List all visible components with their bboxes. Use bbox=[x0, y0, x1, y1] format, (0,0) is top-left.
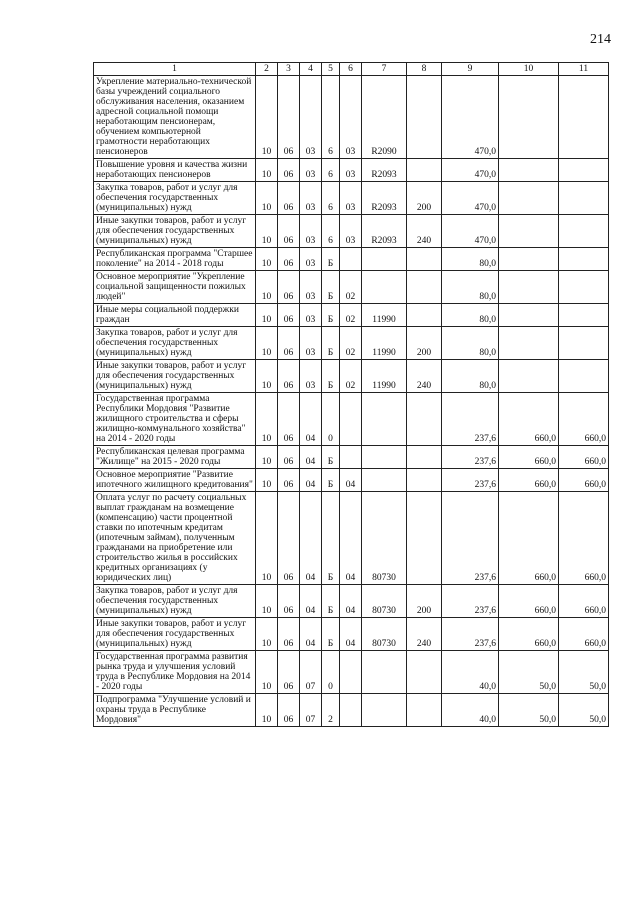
code-subprogram: 6 bbox=[322, 215, 340, 248]
code-expense-type bbox=[407, 492, 442, 585]
row-description: Республиканская программа "Старшее поколение" на 2014 - 2018 годы bbox=[94, 248, 256, 271]
code-direction bbox=[362, 393, 407, 446]
code-program: 03 bbox=[300, 76, 322, 159]
code-subprogram: Б bbox=[322, 618, 340, 651]
amount-col-9: 80,0 bbox=[442, 327, 499, 360]
code-program: 03 bbox=[300, 159, 322, 182]
code-program: 03 bbox=[300, 182, 322, 215]
code-event: 03 bbox=[340, 76, 362, 159]
table-body bbox=[94, 76, 609, 727]
code-expense-type bbox=[407, 393, 442, 446]
code-event bbox=[340, 393, 362, 446]
column-header-10: 10 bbox=[499, 63, 559, 76]
table-row bbox=[94, 469, 609, 492]
code-expense-type bbox=[407, 76, 442, 159]
row-description: Оплата услуг по расчету социальных выплат гражданам на возмещение (компенсацию) части процентной ставки по ипотечным кредитам (ипотечным займам), полученным гражданами на приобретение или строительство жилья в российских кредитных организациях (у юридических лиц) bbox=[94, 492, 256, 585]
code-subsection: 06 bbox=[278, 76, 300, 159]
amount-col-10 bbox=[499, 182, 559, 215]
code-direction: 11990 bbox=[362, 360, 407, 393]
code-event: 04 bbox=[340, 618, 362, 651]
code-event: 03 bbox=[340, 182, 362, 215]
code-subsection: 06 bbox=[278, 248, 300, 271]
code-program: 04 bbox=[300, 585, 322, 618]
amount-col-10 bbox=[499, 360, 559, 393]
column-header-2: 2 bbox=[256, 63, 278, 76]
code-direction bbox=[362, 446, 407, 469]
code-program: 03 bbox=[300, 215, 322, 248]
code-event bbox=[340, 446, 362, 469]
row-description: Закупка товаров, работ и услуг для обеспечения государственных (муниципальных) нужд bbox=[94, 327, 256, 360]
amount-col-9: 80,0 bbox=[442, 304, 499, 327]
column-header-8: 8 bbox=[407, 63, 442, 76]
row-description: Закупка товаров, работ и услуг для обеспечения государственных (муниципальных) нужд bbox=[94, 585, 256, 618]
table-row bbox=[94, 446, 609, 469]
code-direction bbox=[362, 248, 407, 271]
row-description: Республиканская целевая программа "Жилище" на 2015 - 2020 годы bbox=[94, 446, 256, 469]
page-number: 214 bbox=[590, 32, 611, 47]
table-row bbox=[94, 492, 609, 585]
row-description: Иные закупки товаров, работ и услуг для обеспечения государственных (муниципальных) нужд bbox=[94, 360, 256, 393]
code-program: 04 bbox=[300, 393, 322, 446]
code-expense-type bbox=[407, 446, 442, 469]
code-direction: 80730 bbox=[362, 585, 407, 618]
code-direction: 80730 bbox=[362, 618, 407, 651]
code-event: 04 bbox=[340, 585, 362, 618]
code-subsection: 06 bbox=[278, 304, 300, 327]
code-program: 03 bbox=[300, 327, 322, 360]
code-direction: R2090 bbox=[362, 76, 407, 159]
code-section: 10 bbox=[256, 393, 278, 446]
code-subprogram: Б bbox=[322, 469, 340, 492]
code-program: 04 bbox=[300, 446, 322, 469]
amount-col-11 bbox=[559, 271, 609, 304]
code-subprogram: Б bbox=[322, 327, 340, 360]
amount-col-10: 660,0 bbox=[499, 618, 559, 651]
amount-col-11: 50,0 bbox=[559, 694, 609, 727]
code-section: 10 bbox=[256, 360, 278, 393]
amount-col-9: 470,0 bbox=[442, 159, 499, 182]
code-section: 10 bbox=[256, 469, 278, 492]
table-row bbox=[94, 182, 609, 215]
code-program: 03 bbox=[300, 271, 322, 304]
budget-table bbox=[93, 62, 609, 727]
row-description: Основное мероприятие "Развитие ипотечного жилищного кредитования" bbox=[94, 469, 256, 492]
amount-col-9: 80,0 bbox=[442, 360, 499, 393]
column-header-7: 7 bbox=[362, 63, 407, 76]
code-event: 02 bbox=[340, 360, 362, 393]
code-section: 10 bbox=[256, 651, 278, 694]
code-subsection: 06 bbox=[278, 159, 300, 182]
amount-col-11: 660,0 bbox=[559, 469, 609, 492]
row-description: Закупка товаров, работ и услуг для обеспечения государственных (муниципальных) нужд bbox=[94, 182, 256, 215]
code-subsection: 06 bbox=[278, 694, 300, 727]
code-subprogram: 6 bbox=[322, 159, 340, 182]
code-subprogram: Б bbox=[322, 304, 340, 327]
amount-col-10: 660,0 bbox=[499, 446, 559, 469]
code-program: 03 bbox=[300, 360, 322, 393]
amount-col-9: 40,0 bbox=[442, 651, 499, 694]
amount-col-9: 80,0 bbox=[442, 248, 499, 271]
code-program: 03 bbox=[300, 304, 322, 327]
code-event: 02 bbox=[340, 327, 362, 360]
table-row bbox=[94, 76, 609, 159]
column-header-9: 9 bbox=[442, 63, 499, 76]
amount-col-9: 237,6 bbox=[442, 618, 499, 651]
code-direction: 11990 bbox=[362, 327, 407, 360]
amount-col-11 bbox=[559, 215, 609, 248]
code-subsection: 06 bbox=[278, 182, 300, 215]
row-description: Укрепление материально-технической базы учреждений социального обслуживания населения, оказанием адресной социальной помощи неработающим пенсионерам, обучением компьютерной грамотности неработающих пенсионеров bbox=[94, 76, 256, 159]
amount-col-9: 80,0 bbox=[442, 271, 499, 304]
code-event: 02 bbox=[340, 271, 362, 304]
code-expense-type bbox=[407, 304, 442, 327]
amount-col-10: 660,0 bbox=[499, 393, 559, 446]
row-description: Государственная программа развития рынка труда и улучшения условий труда в Республике Мордовия на 2014 - 2020 годы bbox=[94, 651, 256, 694]
table-row bbox=[94, 618, 609, 651]
code-section: 10 bbox=[256, 492, 278, 585]
code-subsection: 06 bbox=[278, 327, 300, 360]
code-section: 10 bbox=[256, 182, 278, 215]
code-event: 04 bbox=[340, 492, 362, 585]
amount-col-9: 237,6 bbox=[442, 492, 499, 585]
row-description: Иные закупки товаров, работ и услуг для обеспечения государственных (муниципальных) нужд bbox=[94, 215, 256, 248]
amount-col-11 bbox=[559, 360, 609, 393]
code-subsection: 06 bbox=[278, 469, 300, 492]
amount-col-9: 237,6 bbox=[442, 469, 499, 492]
amount-col-10: 50,0 bbox=[499, 651, 559, 694]
amount-col-9: 470,0 bbox=[442, 215, 499, 248]
code-section: 10 bbox=[256, 76, 278, 159]
code-subprogram: Б bbox=[322, 248, 340, 271]
code-section: 10 bbox=[256, 159, 278, 182]
code-expense-type bbox=[407, 271, 442, 304]
code-direction bbox=[362, 694, 407, 727]
column-header-3: 3 bbox=[278, 63, 300, 76]
amount-col-11 bbox=[559, 182, 609, 215]
code-direction bbox=[362, 271, 407, 304]
amount-col-11 bbox=[559, 76, 609, 159]
amount-col-10 bbox=[499, 304, 559, 327]
row-description: Иные меры социальной поддержки граждан bbox=[94, 304, 256, 327]
table-row bbox=[94, 651, 609, 694]
table-row bbox=[94, 694, 609, 727]
code-section: 10 bbox=[256, 327, 278, 360]
table-row bbox=[94, 585, 609, 618]
code-expense-type bbox=[407, 651, 442, 694]
code-event: 04 bbox=[340, 469, 362, 492]
table-header bbox=[94, 63, 609, 76]
table-row bbox=[94, 248, 609, 271]
code-subprogram: 6 bbox=[322, 182, 340, 215]
code-subprogram: 2 bbox=[322, 694, 340, 727]
code-subsection: 06 bbox=[278, 393, 300, 446]
table-row bbox=[94, 360, 609, 393]
amount-col-9: 237,6 bbox=[442, 393, 499, 446]
code-section: 10 bbox=[256, 304, 278, 327]
amount-col-10: 660,0 bbox=[499, 585, 559, 618]
code-program: 04 bbox=[300, 492, 322, 585]
code-direction: 11990 bbox=[362, 304, 407, 327]
code-expense-type: 200 bbox=[407, 182, 442, 215]
code-subprogram: 0 bbox=[322, 393, 340, 446]
amount-col-10 bbox=[499, 215, 559, 248]
code-expense-type: 240 bbox=[407, 360, 442, 393]
code-expense-type: 240 bbox=[407, 618, 442, 651]
code-direction bbox=[362, 651, 407, 694]
code-subsection: 06 bbox=[278, 215, 300, 248]
amount-col-11: 660,0 bbox=[559, 585, 609, 618]
code-expense-type bbox=[407, 694, 442, 727]
amount-col-11 bbox=[559, 248, 609, 271]
code-direction: R2093 bbox=[362, 159, 407, 182]
code-subprogram: Б bbox=[322, 360, 340, 393]
amount-col-10: 50,0 bbox=[499, 694, 559, 727]
header-row bbox=[94, 63, 609, 76]
row-description: Государственная программа Республики Мордовия "Развитие жилищного строительства и сферы жилищно-коммунального хозяйства" на 2014 - 2020 годы bbox=[94, 393, 256, 446]
code-subprogram: Б bbox=[322, 492, 340, 585]
table-row bbox=[94, 271, 609, 304]
code-direction: R2093 bbox=[362, 182, 407, 215]
amount-col-10 bbox=[499, 76, 559, 159]
code-subsection: 06 bbox=[278, 651, 300, 694]
column-header-1: 1 bbox=[94, 63, 256, 76]
code-event bbox=[340, 248, 362, 271]
code-subprogram: Б bbox=[322, 446, 340, 469]
code-subprogram: Б bbox=[322, 585, 340, 618]
code-event: 02 bbox=[340, 304, 362, 327]
amount-col-11 bbox=[559, 304, 609, 327]
amount-col-9: 40,0 bbox=[442, 694, 499, 727]
table-row bbox=[94, 304, 609, 327]
code-event bbox=[340, 651, 362, 694]
code-section: 10 bbox=[256, 694, 278, 727]
row-description: Иные закупки товаров, работ и услуг для обеспечения государственных (муниципальных) нужд bbox=[94, 618, 256, 651]
amount-col-11: 660,0 bbox=[559, 492, 609, 585]
code-expense-type bbox=[407, 469, 442, 492]
amount-col-11: 660,0 bbox=[559, 618, 609, 651]
code-subprogram: 6 bbox=[322, 76, 340, 159]
code-program: 07 bbox=[300, 694, 322, 727]
column-header-11: 11 bbox=[559, 63, 609, 76]
code-section: 10 bbox=[256, 248, 278, 271]
amount-col-9: 237,6 bbox=[442, 446, 499, 469]
code-expense-type bbox=[407, 248, 442, 271]
code-program: 07 bbox=[300, 651, 322, 694]
code-subsection: 06 bbox=[278, 618, 300, 651]
amount-col-11: 660,0 bbox=[559, 393, 609, 446]
amount-col-10 bbox=[499, 271, 559, 304]
code-expense-type: 240 bbox=[407, 215, 442, 248]
row-description: Повышение уровня и качества жизни неработающих пенсионеров bbox=[94, 159, 256, 182]
amount-col-11 bbox=[559, 327, 609, 360]
code-event bbox=[340, 694, 362, 727]
code-program: 04 bbox=[300, 618, 322, 651]
code-subprogram: Б bbox=[322, 271, 340, 304]
code-subsection: 06 bbox=[278, 360, 300, 393]
table-row bbox=[94, 393, 609, 446]
code-subsection: 06 bbox=[278, 446, 300, 469]
amount-col-11 bbox=[559, 159, 609, 182]
table-row bbox=[94, 215, 609, 248]
amount-col-9: 237,6 bbox=[442, 585, 499, 618]
amount-col-10 bbox=[499, 248, 559, 271]
code-subsection: 06 bbox=[278, 492, 300, 585]
column-header-5: 5 bbox=[322, 63, 340, 76]
column-header-4: 4 bbox=[300, 63, 322, 76]
code-section: 10 bbox=[256, 585, 278, 618]
code-subsection: 06 bbox=[278, 271, 300, 304]
amount-col-10 bbox=[499, 159, 559, 182]
code-subprogram: 0 bbox=[322, 651, 340, 694]
code-program: 03 bbox=[300, 248, 322, 271]
table-row bbox=[94, 327, 609, 360]
amount-col-11: 660,0 bbox=[559, 446, 609, 469]
code-section: 10 bbox=[256, 446, 278, 469]
amount-col-11: 50,0 bbox=[559, 651, 609, 694]
code-program: 04 bbox=[300, 469, 322, 492]
amount-col-10: 660,0 bbox=[499, 469, 559, 492]
code-section: 10 bbox=[256, 271, 278, 304]
code-direction bbox=[362, 469, 407, 492]
code-subsection: 06 bbox=[278, 585, 300, 618]
code-direction: R2093 bbox=[362, 215, 407, 248]
code-section: 10 bbox=[256, 618, 278, 651]
code-expense-type: 200 bbox=[407, 585, 442, 618]
code-event: 03 bbox=[340, 215, 362, 248]
row-description: Подпрограмма "Улучшение условий и охраны труда в Республике Мордовия" bbox=[94, 694, 256, 727]
row-description: Основное мероприятие "Укрепление социальной защищенности пожилых людей" bbox=[94, 271, 256, 304]
amount-col-10 bbox=[499, 327, 559, 360]
amount-col-9: 470,0 bbox=[442, 182, 499, 215]
amount-col-10: 660,0 bbox=[499, 492, 559, 585]
code-event: 03 bbox=[340, 159, 362, 182]
table-row bbox=[94, 159, 609, 182]
column-header-6: 6 bbox=[340, 63, 362, 76]
code-direction: 80730 bbox=[362, 492, 407, 585]
code-expense-type: 200 bbox=[407, 327, 442, 360]
code-expense-type bbox=[407, 159, 442, 182]
amount-col-9: 470,0 bbox=[442, 76, 499, 159]
code-section: 10 bbox=[256, 215, 278, 248]
